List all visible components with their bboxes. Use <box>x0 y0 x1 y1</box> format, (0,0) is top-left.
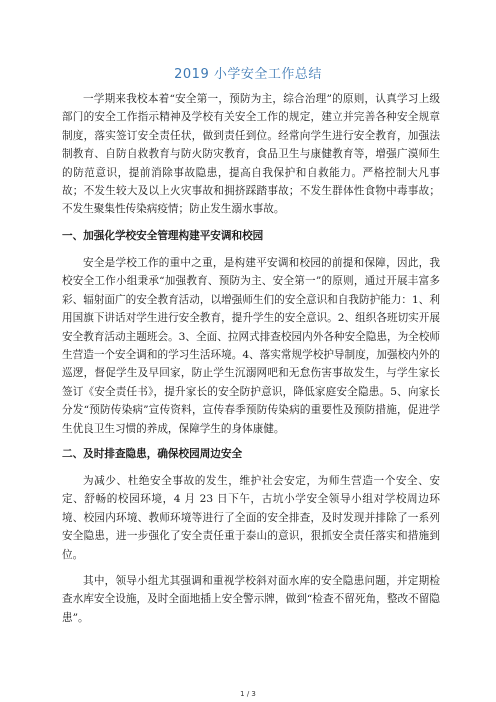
document-title: 2019 小学安全工作总结 <box>174 67 322 82</box>
section-heading-1: 一、加强化学校安全管理构建平安调和校园 <box>62 230 264 242</box>
section-2-paragraph-2: 其中，领导小组尤其强调和重视学校斜对面水库的安全隐患问题，并定期检查水库安全设施，及时全面地插上安全警示牌，做到“检查不留死角，整改不留隐患”。 <box>62 575 440 624</box>
page-number: 1 / 3 <box>240 690 256 698</box>
section-2-paragraph-1: 为减少、杜绝安全事故的发生，维护社会安定，为师生营造一个安全、安定、舒畅的校园环境，4 月 23 日下午，古坑小学安全领导小组对学校周边环境、校园内环境、教师环境等进行了全面的安全排查，及时发现并排除了一系列安全隐患，进一步强化了安全责任重于泰山的意识，狠抓安全责任落实和措施到位。 <box>62 475 440 561</box>
intro-paragraph: 一学期来我校本着“安全第一，预防为主，综合治理”的原则，认真学习上级部门的安全工作指示精神及学校有关安全工作的规定，建立并完善各种安全规章制度，落实签订安全责任状，做到责任到位。经常向学生进行安全教育，加强法制教育、自防自救教育与防火防灾教育，食品卫生与康健教育等，增强广漠师生的防范意识，提前消除事故隐患，提高自我保护和自救能力。严格控制大凡事故；不发生较大及以上火灾事故和拥挤踩踏事故；不发生群体性食物中毒事故；不发生聚集性传染病疫情；防止发生溺水事故。 <box>62 93 440 216</box>
section-heading-2: 二、及时排查隐患，确保校园周边安全 <box>62 448 243 460</box>
section-1-paragraph: 安全是学校工作的重中之重，是构建平安调和校园的前提和保障，因此，我校安全工作小组秉承“加强教育、预防为主、安全第一”的原则，通过开展丰富多彩、辐射面广的安全教育活动，以增强师生们的安全意识和自我防护能力：1、利用国旗下讲话对学生进行安全教育，提升学生的安全意识。2、组织各班切实开展安全教育活动主题班会。3、全面、拉网式排查校园内外各种安全隐患，为全校师生营造一个安全调和的学习生活环境。4、落实常规学校护导制度，加强校内外的巡逻，督促学生及早回家，防止学生沉溺网吧和无怠伤害事故发生，与学生家长签订《安全责任书》，提升家长的安全防护意识，降低家庭安全隐患。5、向家长分发“预防传染病”宣传资料，宣传春季预防传染病的重要性及预防措施，促进学生优良卫生习惯的养成，保障学生的身体康健。 <box>62 257 440 435</box>
